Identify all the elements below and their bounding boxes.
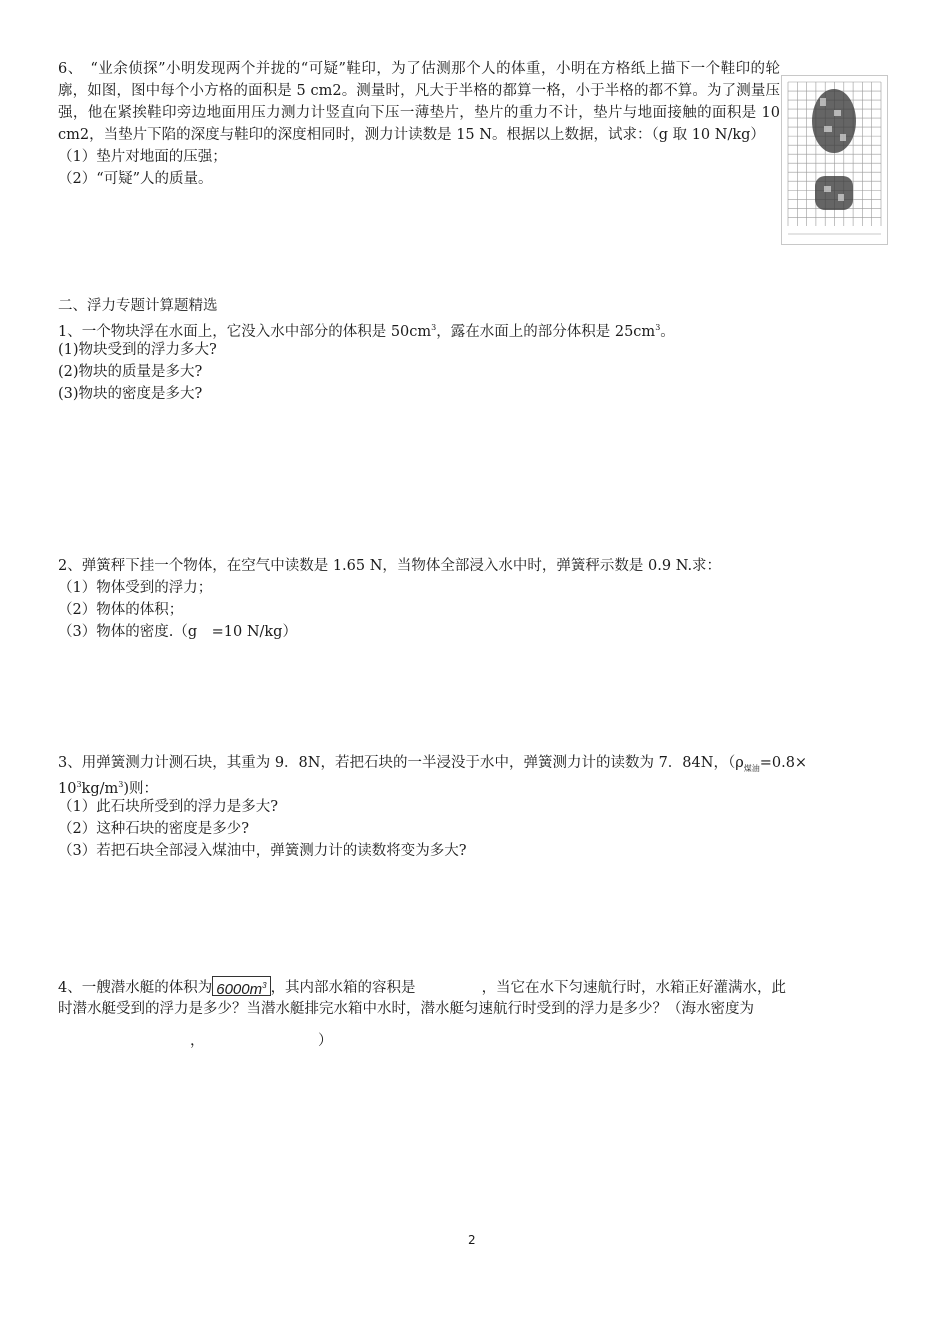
shoeprint-grid-svg	[782, 76, 887, 244]
superscript: 3	[76, 780, 82, 789]
problem-3-stem-a: 3、用弹簧测力计测石块，其重为 9．8N，若把石块的一半浸没于水中，弹簧测力计的读数为 7．84N，（ρ	[58, 755, 744, 771]
problem-4-stem-line-3-a: ，	[190, 1033, 205, 1049]
problem-2-sub-2: （2）物体的体积；	[58, 602, 184, 618]
superscript: 3	[431, 323, 437, 332]
question-6-sub-1: （1）垫片对地面的压强；	[58, 149, 227, 165]
problem-3-sub-2: （2）这种石块的密度是多少?	[58, 821, 249, 837]
problem-4-stem-b: ，其内部水箱的容积是	[270, 980, 416, 996]
problem-1-stem-b: ，露在水面上的部分体积是 25cm	[436, 323, 656, 340]
shoeprint-grid-figure	[781, 75, 888, 245]
problem-2-sub-1: （1）物体受到的浮力；	[58, 580, 213, 596]
problem-3-stem-e: )则：	[123, 780, 159, 797]
problem-4-stem-line-2: 时潜水艇受到的浮力是多少？当潜水艇排完水箱中水时，潜水艇匀速航行时受到的浮力是多少？（海水密度为	[58, 1001, 754, 1017]
problem-3-stem-line-1	[58, 752, 807, 780]
problem-2-stem: 2、弹簧秤下挂一个物体，在空气中读数是 1.65 N，当物体全部浸入水中时，弹簧秤示数是 0.9 N.求：	[58, 558, 722, 574]
question-6-stem: 6、 “业余侦探”小明发现两个并拢的“可疑”鞋印，为了估测那个人的体重，小明在方格纸上描下一个鞋印的轮廓，如图，图中每个小方格的面积是 5 cm2。测量时，凡大于半格的都算一格，小于半格的都不算。为了测量压强，他在紧挨鞋印旁边地面用压力测力计竖直向下压一薄垫片，垫片的重力不计，垫片与地面接触的面积是 10 cm2，当垫片下陷的深度与鞋印的深度相同时，测力计读数是 15 N。根据以上数据，试求：（g 取 10 N/kg）	[58, 61, 780, 143]
shoeprint-heel	[815, 176, 853, 210]
problem-1-sub-3: (3)物块的密度是多大?	[58, 386, 203, 402]
problem-3-stem-b: =0.8×	[759, 755, 808, 771]
page-number: 2	[468, 1233, 476, 1247]
problem-3-sub-3: （3）若把石块全部浸入煤油中，弹簧测力计的读数将变为多大?	[58, 843, 467, 859]
problem-4-stem-line-1	[58, 976, 786, 999]
superscript: 3	[655, 323, 661, 332]
problem-1-sub-1: (1)物块受到的浮力多大?	[58, 342, 217, 358]
problem-2-sub-3: （3）物体的密度.（g =10 N/kg）	[58, 624, 297, 640]
problem-3-stem-c: 10	[58, 780, 77, 797]
volume-number: 6000	[216, 981, 250, 998]
problem-3-stem-d: kg/m	[81, 780, 119, 797]
problem-1-sub-2: (2)物块的质量是多大?	[58, 364, 203, 380]
problem-4-stem-c: ，当它在水下匀速航行时，水箱正好灌满水，此	[481, 980, 787, 996]
shoeprint-fore	[812, 89, 856, 153]
question-6-sub-2: （2）“可疑”人的质量。	[58, 171, 213, 187]
rho-subscript: 煤油	[743, 764, 760, 773]
superscript: 3	[118, 780, 124, 789]
submarine-volume-formula	[212, 976, 270, 996]
problem-3-sub-1: （1）此石块所受到的浮力是多大?	[58, 799, 278, 815]
problem-1-stem-a: 1、一个物块浮在水面上，它没入水中部分的体积是 50cm	[58, 323, 432, 340]
superscript: 3	[262, 981, 267, 990]
problem-4-stem-line-3-b: ）	[318, 1033, 333, 1049]
question-6	[58, 58, 780, 190]
problem-1-stem-c: 。	[660, 323, 675, 340]
problem-4-stem-a: 4、一艘潜水艇的体积为	[58, 980, 213, 996]
section-2-title: 二、浮力专题计算题精选	[58, 298, 218, 314]
volume-unit: m	[249, 981, 263, 998]
